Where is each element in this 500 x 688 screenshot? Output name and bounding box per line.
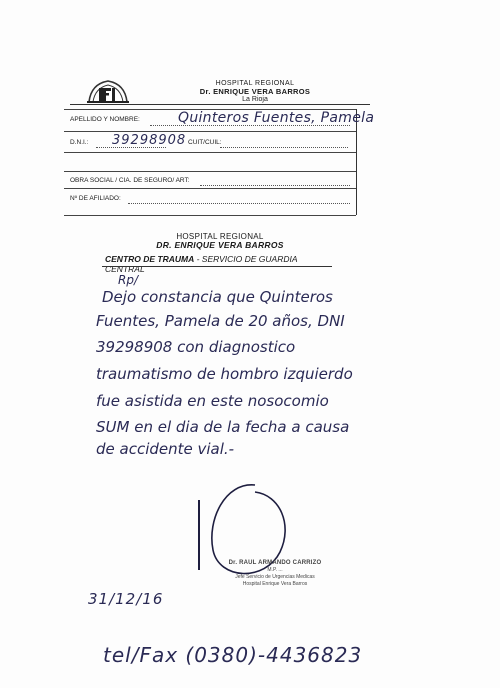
stamp-hospital-line2: DR. ENRIQUE VERA BARROS [156, 240, 284, 250]
centro-trauma-label: CENTRO DE TRAUMA [105, 254, 195, 264]
rp-label: Rp/ [118, 273, 138, 287]
box-row2-line [64, 152, 356, 153]
obra-social-label: OBRA SOCIAL / CIA. DE SEGURO/ ART: [70, 177, 190, 184]
cuit-label: CUIT/CUIL: [188, 139, 222, 146]
stamp-hospital-line1: HOSPITAL REGIONAL [176, 232, 264, 241]
apellido-label: APELLIDO Y NOMBRE: [70, 116, 140, 123]
hospital-logo-icon [85, 78, 131, 104]
box-row4-line [64, 188, 356, 189]
centro-trauma-line [105, 254, 335, 274]
doctor-stamp [220, 560, 330, 588]
rx-line-2: Fuentes, Pamela de 20 años, DNI [96, 312, 345, 330]
hospital-name-line2: Dr. ENRIQUE VERA BARROS [199, 87, 311, 96]
hospital-header [150, 80, 360, 104]
servicio-label: - SERVICIO DE GUARDIA CENTRAL [105, 254, 298, 274]
dni-value: 39298908 [112, 133, 187, 148]
dni-label: D.N.I.: [70, 139, 89, 146]
hospital-city: La Rioja [242, 96, 268, 103]
afiliado-dotted-line [128, 203, 350, 204]
doctor-name: Dr. RAUL ARMANDO CARRIZO [228, 560, 322, 566]
apellido-value: Quinteros Fuentes, Pamela [178, 110, 375, 126]
box-bottom-line [64, 215, 356, 216]
rx-line-5: fue asistida en este nosocomio [96, 392, 329, 410]
rx-line-3: 39298908 con diagnostico [96, 338, 296, 356]
rx-line-1: Dejo constancia que Quinteros [102, 288, 333, 306]
obra-social-dotted-line [200, 185, 350, 186]
doctor-title: Jefe Servicio de Urgencias Medicas [235, 574, 315, 580]
header-divider [70, 104, 370, 105]
rx-line-6: SUM en el dia de la fecha a causa [96, 418, 350, 436]
doctor-mp: M.P. ... [267, 567, 283, 573]
tel-fax: tel/Fax (0380)-4436823 [103, 643, 363, 667]
afiliado-label: Nº DE AFILIADO: [70, 195, 121, 202]
cuit-dotted-line [220, 147, 348, 148]
rx-line-4: traumatismo de hombro izquierdo [96, 365, 353, 383]
rx-line-7: de accidente vial.- [96, 440, 235, 458]
box-row3-line [64, 171, 356, 172]
stamp-header [110, 232, 330, 250]
centro-trauma-divider [102, 266, 332, 267]
box-row1-line [64, 131, 356, 132]
certificate-date: 31/12/16 [88, 590, 164, 608]
hospital-name-line1: HOSPITAL REGIONAL [215, 80, 295, 87]
doctor-hospital: Hospital Enrique Vera Barros [242, 581, 308, 587]
